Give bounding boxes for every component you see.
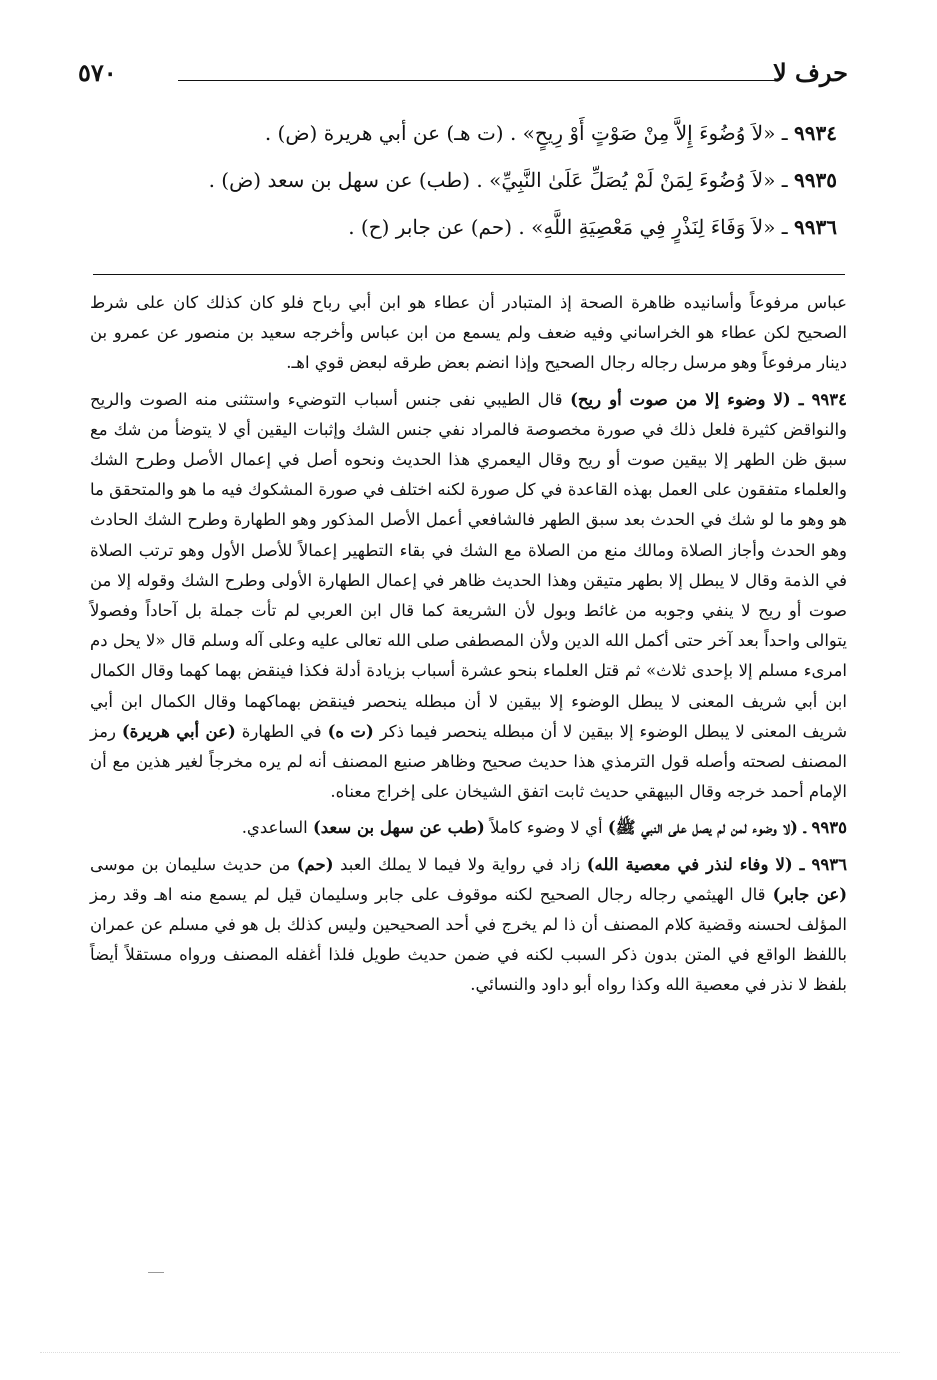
commentary-9936-ref2: (عن جابر)	[772, 884, 848, 904]
commentary-9935-ref: (طب عن سهل بن سعد)	[312, 818, 485, 838]
commentary-9936-head: ٩٩٣٦ ـ (لا وفاء لنذر في معصية الله)	[586, 854, 847, 874]
entry-text: «لاَ وُضُوءَ إِلاَّ مِنْ صَوْتٍ أَوْ رِيحٍ» . (ت هـ) عن أبي هريرة (ض) .	[264, 121, 776, 145]
hadith-entries	[117, 110, 837, 251]
commentary-9935-tail: الساعدي.	[241, 818, 308, 838]
commentary-9936-mid: زاد في رواية ولا فيما لا يملك العبد	[340, 854, 581, 874]
commentary	[90, 288, 847, 1001]
commentary-9934-ref2: (عن أبي هريرة)	[121, 721, 236, 741]
commentary-9934-ref: (ت ه)	[327, 721, 374, 741]
commentary-9936	[90, 850, 847, 1001]
commentary-9934-head: ٩٩٣٤ ـ (لا وضوء إلا من صوت أو ريح)	[570, 389, 848, 409]
entry-number: ٩٩٣٤	[794, 121, 837, 145]
hadith-entry: ٩٩٣٤ ـ «لاَ وُضُوءَ إِلاَّ مِنْ صَوْتٍ أَوْ رِيحٍ» . (ت هـ) عن أبي هريرة (ض) .	[264, 121, 837, 145]
entry-text: «لاَ وُضُوءَ لِمَنْ لَمْ يُصَلِّ عَلَىٰ النَّبِيِّ» . (طب) عن سهل بن سعد (ض) .	[208, 168, 776, 192]
commentary-9934-mid: في الطهارة	[241, 721, 322, 741]
entry-text: «لاَ وَفَاءَ لِنَذْرٍ فِي مَعْصِيَةِ اللَّهِ» . (حم) عن جابر (ح) .	[348, 215, 776, 239]
commentary-9935	[90, 813, 847, 843]
commentary-9936-body: من حديث سليمان بن موسى	[90, 854, 291, 874]
header-rule	[178, 80, 778, 81]
commentary-9935-mid: أي لا وضوء كاملاً	[490, 818, 603, 838]
hadith-entry: ٩٩٣٦ ـ «لاَ وَفَاءَ لِنَذْرٍ فِي مَعْصِيَةِ اللَّهِ» . (حم) عن جابر (ح) .	[348, 215, 837, 239]
page-number: ٥٧٠	[78, 58, 117, 87]
entry-number: ٩٩٣٥	[794, 168, 837, 192]
page-header	[78, 58, 848, 88]
footer-dash	[148, 1272, 164, 1273]
commentary-intro: عباس مرفوعاً وأسانيده ظاهرة الصحة إذ المتبادر أن عطاء هو ابن أبي رباح فلو كان كذلك كان على شرط الصحيح لكن عطاء هو الخراساني وفيه ضعف ولم يسمع من ابن عباس وأخرجه سعيد بن منصور عن عمرو بن دينار مرفوعاً وهو مرسل رجاله رجال الصحيح وإذا انضم بعض طرقه لبعض قوي اهـ.	[90, 293, 847, 373]
footnote-separator	[93, 274, 845, 275]
commentary-9934	[90, 385, 847, 808]
commentary-9936-ref: (حم)	[296, 854, 334, 874]
commentary-9935-head: ٩٩٣٥ ـ (لا وضوء لمن لم يصل على النبي ﷺ)	[607, 818, 847, 838]
commentary-9934-tail: رمز المصنف لصحته وأصله قول الترمذي هذا حديث صحيح وظاهر صنيع المصنف أنه لم يره مخرجاً لغير هذين مع أن الإمام أحمد خرجه وقال البيهقي حديث ثابت اتفق الشيخان على إخراج معناه.	[90, 721, 847, 802]
commentary-9936-tail: قال الهيثمي رجاله رجال الصحيح لكنه موقوف على جابر وسليمان قيل لم يسمع منه اهـ وقد رمز المؤلف لحسنه وقضية كلام المصنف أن ذا لم يخرج في أحد الصحيحين وليس كذلك بل هو في مسلم عن عمران باللفظ الواقع في المتن بدون ذكر السبب لكنه في ضمن حديث طويل فلذا أغفله المصنف ورواه مستقلاً أيضاً بلفظ لا نذر في معصية الله وكذا رواه أبو داود والنسائي.	[90, 884, 847, 995]
entry-number: ٩٩٣٦	[794, 215, 837, 239]
chapter-title: حرف لا	[773, 58, 848, 87]
scan-edge	[40, 1352, 900, 1359]
hadith-entry: ٩٩٣٥ ـ «لاَ وُضُوءَ لِمَنْ لَمْ يُصَلِّ عَلَىٰ النَّبِيِّ» . (طب) عن سهل بن سعد (ض) .	[208, 168, 837, 192]
commentary-9934-body: قال الطيبي نفى جنس أسباب التوضيء واستثنى منه الصوت والريح والنواقض كثيرة فلعل ذلك في صورة مخصوصة فالمراد نفي جنس الشك وإثبات اليقين أي لا يتوضأ من شك مع سبق ظن الطهر إلا بيقين صوت أو ريح وقال اليعمري هذا الحديث ونحوه أصل في إعمال الأصل وطرح الشك والعلماء متفقون على العمل بهذه القاعدة في كل صورة لكنه اختلف في صورة المشكوك فيه ما هو والمتحقق ما هو وهو ما لو شك في الحدث بعد سبق الطهر فالشافعي أعمل الأصل المذكور وهو الطهارة وطرح الشك الحادث وهو الحدث وأجاز الصلاة ومالك منع من الصلاة مع الشك في بقاء التطهير إعمالاً للأصل الأول وهو ترتب الصلاة في الذمة وقال لا يبطل إلا بطهر متيقن وهذا الحديث ظاهر في إعمال الطهارة الأولى وطرح الشك وقوله إلا من صوت أو ريح لا ينفي وجوبه من غائط وبول لأن الشريعة كما قال ابن العربي لم تأت جملة بل آحاداً وفصولاً يتوالى واحداً بعد آخر حتى أكمل الله الدين ولأن المصطفى صلى الله تعالى عليه وعلى آله وسلم قال «لا يحل دم امرىء مسلم إلا بإحدى ثلاث» ثم قتل العلماء بنحو عشرة أسباب بزيادة أدلة فكذا فينقض بهما كهما وقال الكمال ابن أبي شريف المعنى لا يبطل الوضوء إلا بيقين لا أن مبطله ينحصر فينقض بهماكهما وقال الكمال ابن أبي شريف المعنى لا يبطل الوضوء إلا بيقين لا أن مبطله ينحصر فيما ذكر	[90, 389, 848, 741]
